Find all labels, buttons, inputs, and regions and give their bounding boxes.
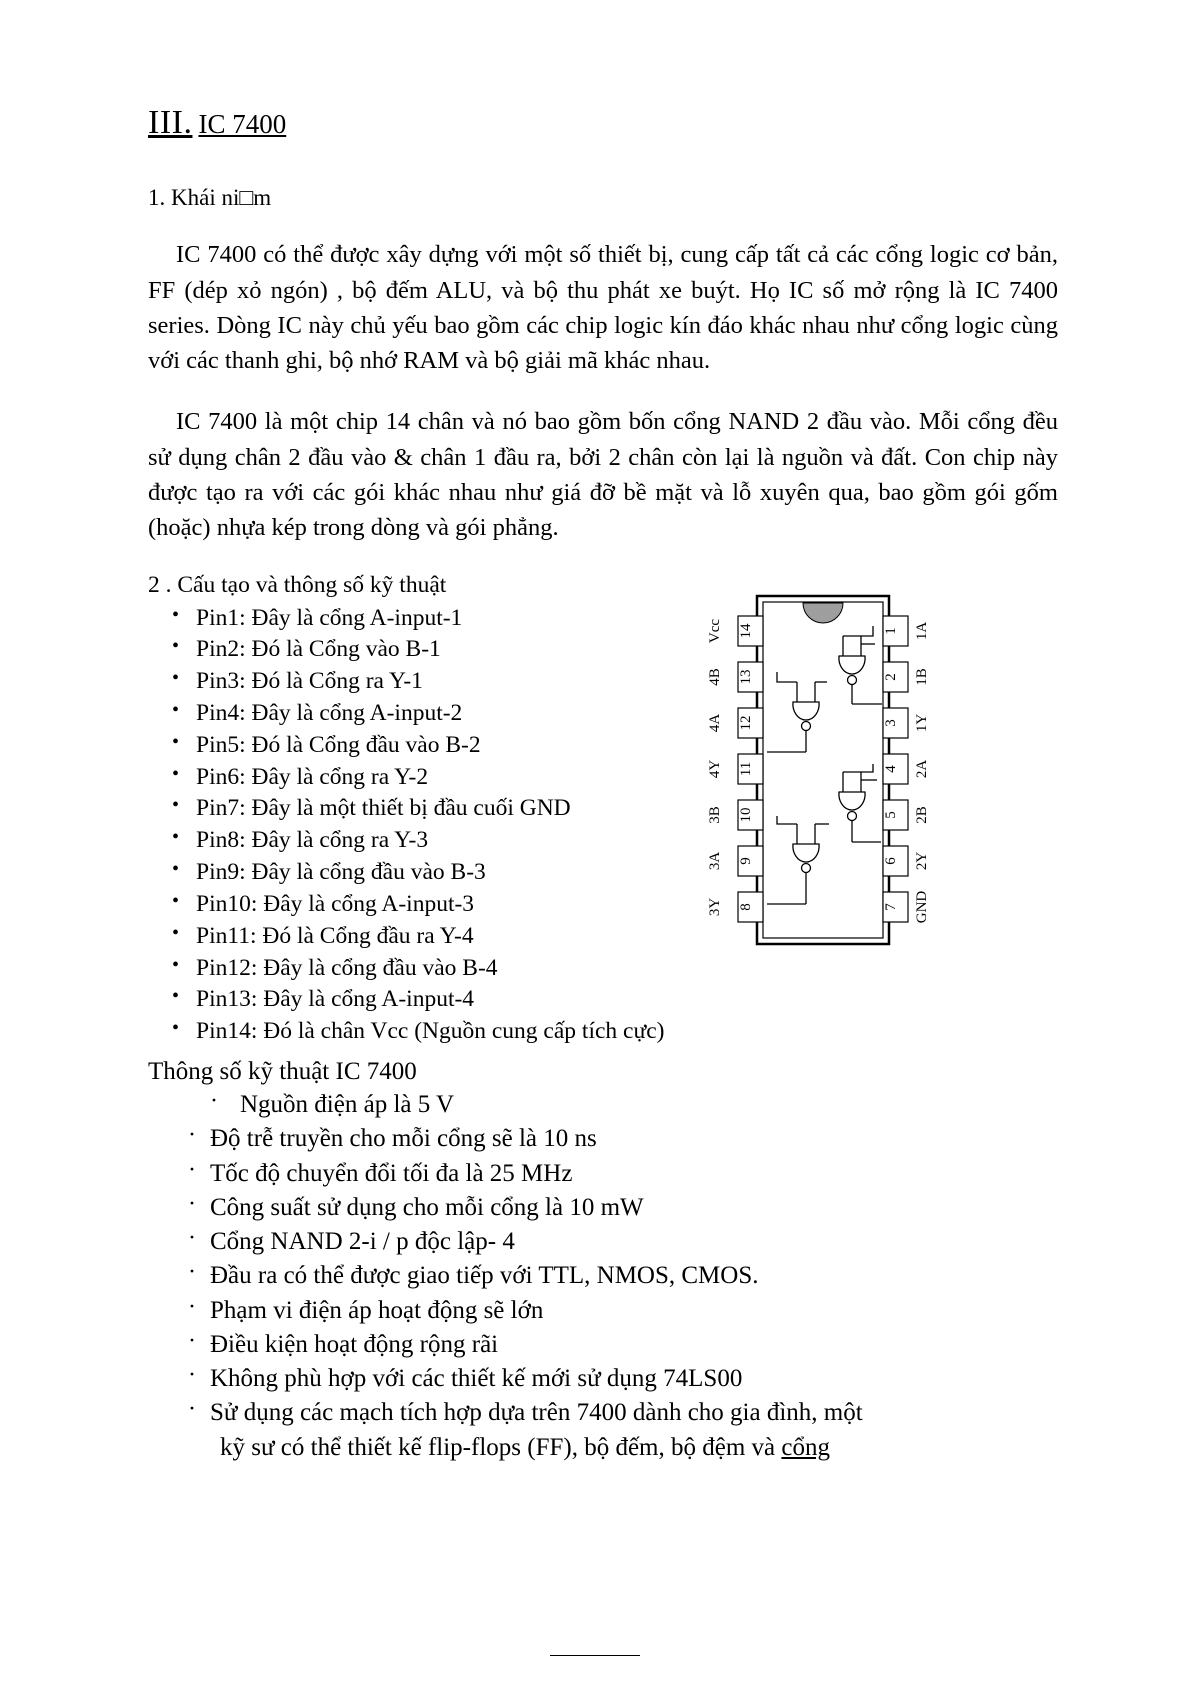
pin-label-2b: 2B	[914, 806, 930, 824]
spec-last-link[interactable]: cổng	[781, 1433, 830, 1461]
list-item: · Công suất sử dụng cho mỗi cổng là 10 mW	[148, 1191, 1058, 1225]
pin-label-2y: 2Y	[914, 851, 930, 871]
pin-number-3: 3	[883, 719, 899, 727]
list-item: • Pin14: Đó là chân Vcc (Nguồn cung cấp tích cực)	[148, 1016, 708, 1048]
list-item: • Pin9: Đây là cổng đầu vào B-3	[148, 857, 708, 889]
list-item: · Cổng NAND 2-i / p độc lập- 4	[148, 1225, 1058, 1259]
pin-label-1y: 1Y	[914, 713, 930, 733]
pin-number-4: 4	[883, 765, 899, 773]
heading-title: IC 7400	[198, 109, 287, 139]
list-item: • Pin13: Đây là cổng A-input-4	[148, 984, 708, 1016]
list-item: • Pin6: Đây là cổng ra Y-2	[148, 762, 708, 794]
spec-list	[148, 1088, 1058, 1465]
footer-divider	[550, 1655, 640, 1656]
pin-number-7: 7	[883, 903, 899, 911]
section-1-label: 1. Khái ni□m	[148, 185, 272, 211]
list-item: · Điều kiện hoạt động rộng rãi	[148, 1328, 1058, 1362]
list-item: · Độ trễ truyền cho mỗi cổng sẽ là 10 ns	[148, 1122, 1058, 1156]
list-item: • Pin7: Đây là một thiết bị đầu cuối GND	[148, 793, 708, 825]
spec-heading: Thông số kỹ thuật IC 7400	[148, 1058, 417, 1086]
list-item-last	[148, 1396, 1058, 1465]
pin-number-14: 14	[738, 623, 754, 639]
list-item: · Không phù hợp với các thiết kế mới sử dụng 74LS00	[148, 1362, 1058, 1396]
section-2-label: 2 . Cấu tạo và thông số kỹ thuật	[148, 571, 447, 598]
page-title	[148, 104, 1058, 141]
pin-number-10: 10	[738, 807, 754, 823]
pin-number-2: 2	[883, 673, 899, 681]
list-item: • Pin4: Đây là cổng A-input-2	[148, 698, 708, 730]
pin-number-8: 8	[738, 903, 754, 911]
list-item: • Pin11: Đó là Cổng đầu ra Y-4	[148, 921, 708, 953]
list-item: • Pin5: Đó là Cổng đầu vào B-2	[148, 730, 708, 762]
pin-description-list	[148, 603, 708, 1049]
list-item: • Pin10: Đây là cổng A-input-3	[148, 889, 708, 921]
list-item: · Tốc độ chuyển đổi tối đa là 25 MHz	[148, 1157, 1058, 1191]
pin-label-3b: 3B	[707, 806, 723, 824]
spec-last-line-2	[210, 1431, 1058, 1465]
paragraph-1: IC 7400 có thể được xây dựng với một số thiết bị, cung cấp tất cả các cổng logic cơ bản, FF (dép xỏ ngón) , bộ đếm ALU, và bộ thu phát xe buýt. Họ IC số mở rộng là IC 7400 series. Dòng IC này chủ yếu bao gồm các chip logic kín đáo khác nhau như cổng logic cùng với các thanh ghi, bộ nhớ RAM và bộ giải mã khác nhau.	[148, 241, 1058, 375]
paragraph-2: IC 7400 là một chip 14 chân và nó bao gồm bốn cổng NAND 2 đầu vào. Mỗi cổng đều sử dụng chân 2 đầu vào & chân 1 đầu ra, bởi 2 chân còn lại là nguồn và đất. Con chip này được tạo ra với các gói khác nhau như giá đỡ bề mặt và lỗ xuyên qua, bao gồm gói gốm (hoặc) nhựa kép trong dòng và gói phẳng.	[148, 408, 1058, 542]
list-item: • Pin3: Đó là Cổng ra Y-1	[148, 666, 708, 698]
spec-last-line-2-text: kỹ sư có thể thiết kế flip-flops (FF), bộ đếm, bộ đệm và	[220, 1433, 782, 1461]
list-item: · Nguồn điện áp là 5 V	[148, 1088, 1058, 1122]
pin-label-3y: 3Y	[707, 897, 723, 917]
pin-label-4a: 4A	[707, 713, 723, 733]
pin-number-9: 9	[738, 857, 754, 865]
pin-number-5: 5	[883, 811, 899, 819]
pin-label-gnd: GND	[914, 890, 930, 924]
list-item: • Pin2: Đó là Cổng vào B-1	[148, 634, 708, 666]
pin-label-1a: 1A	[914, 621, 930, 641]
pin-label-2a: 2A	[914, 759, 930, 779]
pin-number-11: 11	[738, 761, 754, 777]
list-item: · Phạm vi điện áp hoạt động sẽ lớn	[148, 1294, 1058, 1328]
pin-label-3a: 3A	[707, 851, 723, 871]
pin-label-1b: 1B	[914, 668, 930, 686]
pin-number-12: 12	[738, 715, 754, 731]
list-item: · Đầu ra có thể được giao tiếp với TTL, NMOS, CMOS.	[148, 1259, 1058, 1293]
heading-number: III.	[148, 104, 193, 141]
spec-last-line-1: Sử dụng các mạch tích hợp dựa trên 7400 dành cho gia đình, một	[210, 1399, 863, 1427]
list-item: • Pin8: Đây là cổng ra Y-3	[148, 825, 708, 857]
pin-label-vcc: Vcc	[707, 618, 723, 644]
list-item: • Pin1: Đây là cổng A-input-1	[148, 603, 708, 635]
list-item: • Pin12: Đây là cổng đầu vào B-4	[148, 953, 708, 985]
pin-label-4y: 4Y	[707, 759, 723, 779]
pin-number-6: 6	[883, 857, 899, 865]
ic-7400-pinout-diagram	[697, 592, 951, 948]
pin-number-13: 13	[738, 669, 754, 685]
pin-number-1: 1	[883, 627, 899, 635]
pin-label-4b: 4B	[707, 668, 723, 686]
